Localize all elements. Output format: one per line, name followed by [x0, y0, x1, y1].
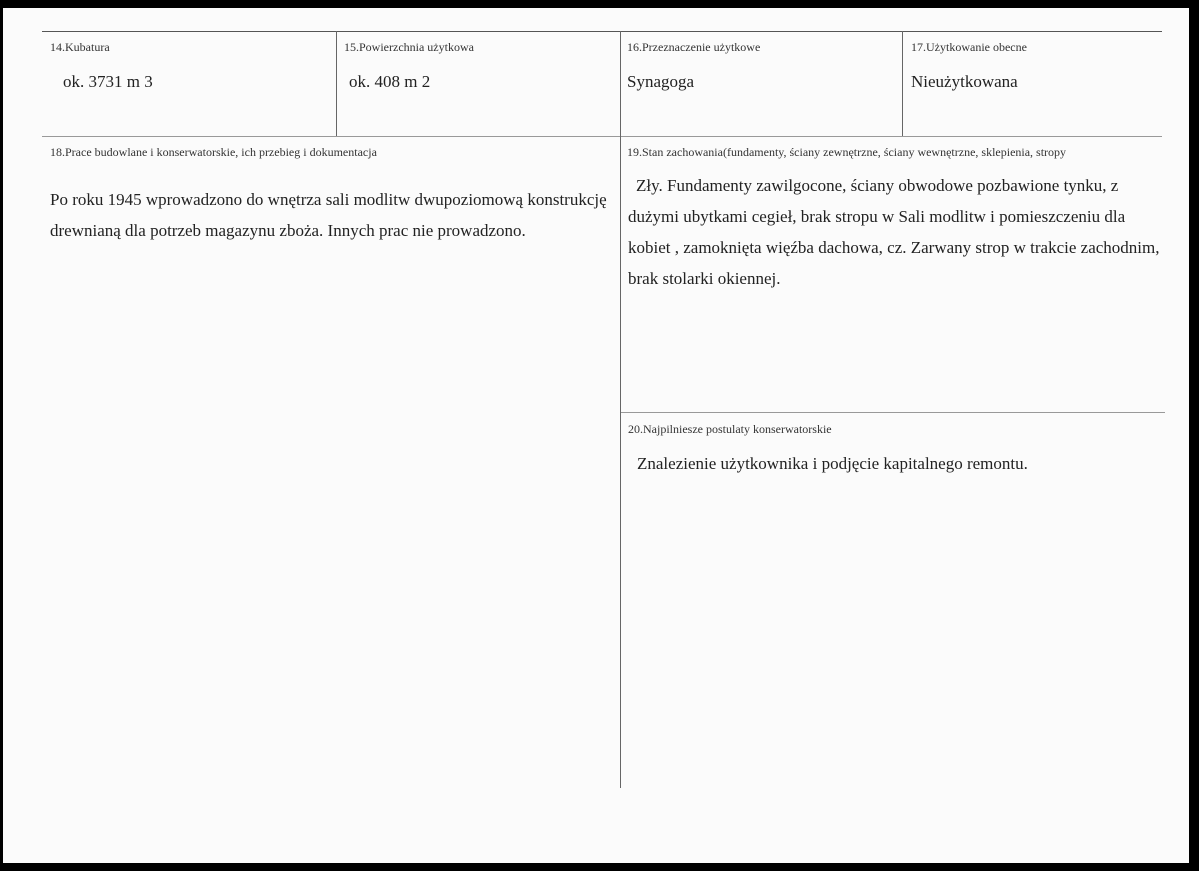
- stan-line: dużymi ubytkami cegieł, brak stropu w Sali modlitw i pomieszczeniu dla: [628, 207, 1126, 226]
- postulaty-value: Znalezienie użytkownika i podjęcie kapitalnego remontu.: [637, 454, 1028, 473]
- stan-line: brak stolarki okiennej.: [628, 269, 781, 288]
- postulaty-label: 20.Najpilniesze postulaty konserwatorskie: [628, 422, 832, 436]
- column-divider-1: [336, 31, 337, 136]
- stan-label: 19.Stan zachowania(fundamenty, ściany zewnętrzne, ściany wewnętrzne, sklepienia, stropy: [627, 145, 1067, 159]
- section-divider: [621, 412, 1165, 413]
- prace-text: [50, 184, 615, 246]
- powierzchnia-value: ok. 408 m 2: [349, 72, 431, 91]
- uzytkowanie-label: 17.Użytkowanie obecne: [911, 40, 1027, 54]
- column-divider-3: [902, 31, 903, 136]
- powierzchnia-label: 15.Powierzchnia użytkowa: [344, 40, 474, 54]
- kubatura-label: 14.Kubatura: [50, 40, 110, 54]
- uzytkowanie-value: Nieużytkowana: [911, 72, 1018, 91]
- kubatura-value: ok. 3731 m 3: [63, 72, 153, 91]
- prace-line: drewnianą dla potrzeb magazynu zboża. Innych prac nie prowadzono.: [50, 221, 526, 240]
- row-divider: [42, 136, 1162, 137]
- prace-line: Po roku 1945 wprowadzono do wnętrza sali modlitw dwupoziomową konstrukcję: [50, 190, 607, 209]
- prace-label: 18.Prace budowlane i konserwatorskie, ich przebieg i dokumentacja: [50, 145, 377, 159]
- top-rule: [42, 31, 1162, 32]
- stan-line: Zły. Fundamenty zawilgocone, ściany obwodowe pozbawione tynku, z: [636, 176, 1119, 195]
- column-divider-2: [620, 31, 621, 788]
- przeznaczenie-label: 16.Przeznaczenie użytkowe: [627, 40, 761, 54]
- stan-text: [628, 170, 1168, 294]
- scan-edge: [1189, 0, 1199, 871]
- stan-line: kobiet , zamoknięta więźba dachowa, cz. Zarwany strop w trakcie zachodnim,: [628, 238, 1160, 257]
- przeznaczenie-value: Synagoga: [627, 72, 695, 91]
